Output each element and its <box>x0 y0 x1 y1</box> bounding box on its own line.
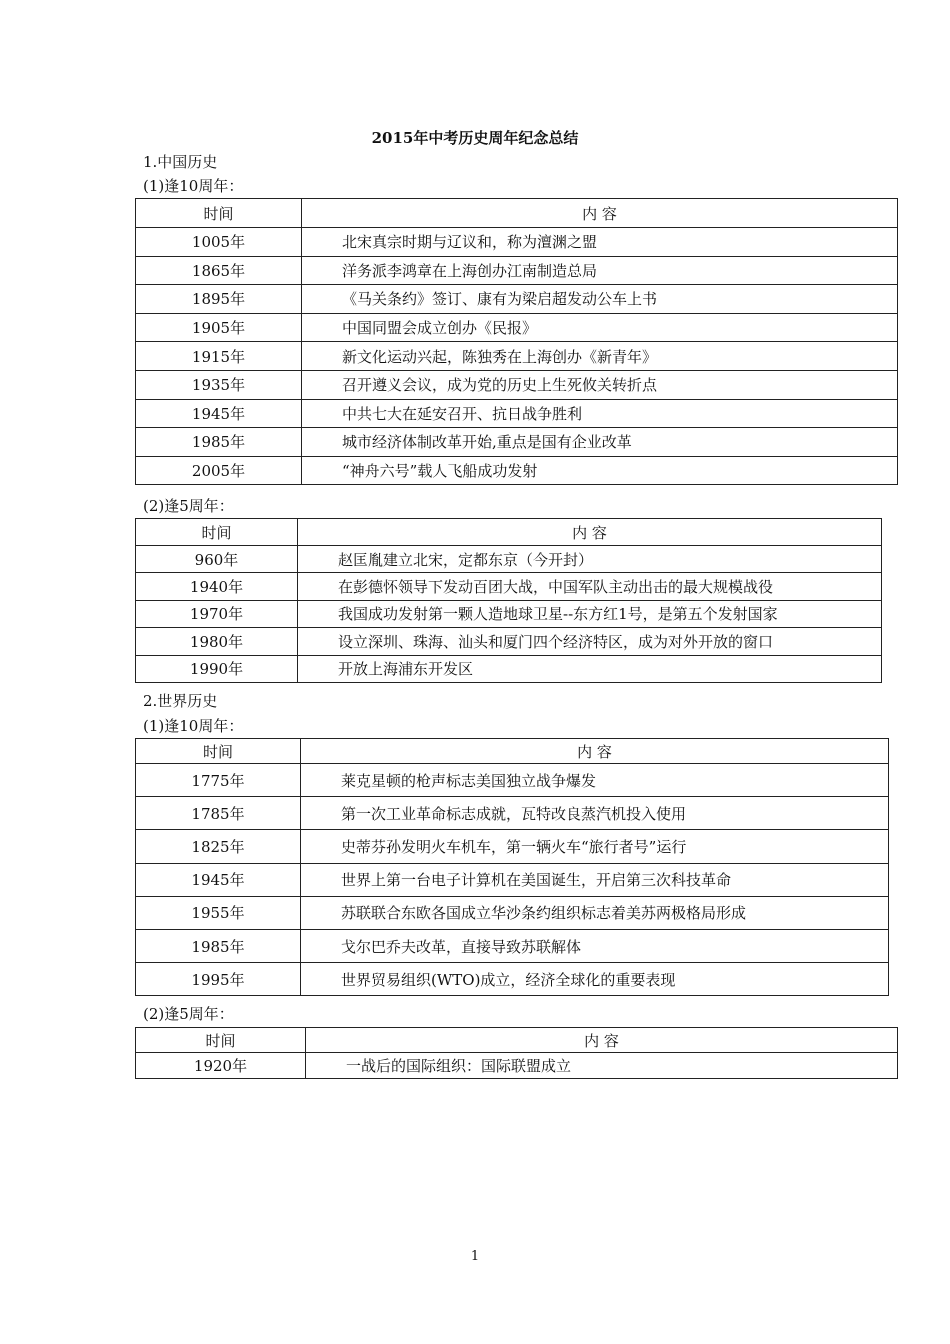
cell-content: 世界贸易组织(WTO)成立，经济全球化的重要表现 <box>301 963 889 996</box>
cell-year: 1995年 <box>136 963 301 996</box>
cell-year: 1775年 <box>136 764 301 797</box>
table-row <box>136 628 882 655</box>
cell-content: 召开遵义会议，成为党的历史上生死攸关转折点 <box>302 370 898 399</box>
cell-year: 960年 <box>136 546 298 573</box>
cell-content: 第一次工业革命标志成就，瓦特改良蒸汽机投入使用 <box>301 797 889 830</box>
header-content: 内 容 <box>302 199 898 228</box>
table-row <box>136 370 898 399</box>
header-content: 内 容 <box>301 739 889 764</box>
table-row <box>136 1053 898 1079</box>
table-row <box>136 456 898 485</box>
cell-content: 苏联联合东欧各国成立华沙条约组织标志着美苏两极格局形成 <box>301 896 889 929</box>
cell-content: 《马关条约》签订、康有为梁启超发动公车上书 <box>302 285 898 314</box>
cell-year: 1940年 <box>136 573 298 600</box>
cell-content: “神舟六号”载人飞船成功发射 <box>302 456 898 485</box>
table-row <box>136 342 898 371</box>
cell-content: 设立深圳、珠海、汕头和厦门四个经济特区，成为对外开放的窗口 <box>298 628 882 655</box>
table-row <box>136 428 898 457</box>
subsection-label-world-10: (1)逢10周年： <box>143 717 244 735</box>
subsection-label-china-10: (1)逢10周年： <box>143 177 244 195</box>
cell-year: 1865年 <box>136 256 302 285</box>
cell-content: 戈尔巴乔夫改革，直接导致苏联解体 <box>301 929 889 962</box>
table-row <box>136 797 889 830</box>
cell-year: 1985年 <box>136 929 301 962</box>
cell-year: 1005年 <box>136 228 302 257</box>
cell-content: 中国同盟会成立创办《民报》 <box>302 313 898 342</box>
cell-content: 莱克星顿的枪声标志美国独立战争爆发 <box>301 764 889 797</box>
cell-content: 史蒂芬孙发明火车机车，第一辆火车“旅行者号”运行 <box>301 830 889 863</box>
table-world-5 <box>135 1027 898 1079</box>
cell-year: 1970年 <box>136 600 298 627</box>
table-china-5 <box>135 518 882 683</box>
cell-content: 中共七大在延安召开、抗日战争胜利 <box>302 399 898 428</box>
table-row <box>136 399 898 428</box>
table-world-10 <box>135 738 889 996</box>
header-time: 时间 <box>136 739 301 764</box>
header-time: 时间 <box>136 519 298 546</box>
section-heading-china: 1.中国历史 <box>143 153 218 171</box>
cell-content: 我国成功发射第一颗人造地球卫星--东方红1号，是第五个发射国家 <box>298 600 882 627</box>
cell-content: 一战后的国际组织：国际联盟成立 <box>306 1053 898 1079</box>
table-row <box>136 285 898 314</box>
cell-content: 城市经济体制改革开始,重点是国有企业改革 <box>302 428 898 457</box>
table-china-10 <box>135 198 898 485</box>
cell-content: 世界上第一台电子计算机在美国诞生，开启第三次科技革命 <box>301 863 889 896</box>
cell-content: 洋务派李鸿章在上海创办江南制造总局 <box>302 256 898 285</box>
cell-content: 北宋真宗时期与辽议和，称为澶渊之盟 <box>302 228 898 257</box>
cell-year: 1905年 <box>136 313 302 342</box>
subsection-label-world-5: (2)逢5周年： <box>143 1005 234 1023</box>
cell-year: 1915年 <box>136 342 302 371</box>
table-row <box>136 600 882 627</box>
table-row <box>136 896 889 929</box>
subsection-label-china-5: (2)逢5周年： <box>143 497 234 515</box>
table-row <box>136 546 882 573</box>
header-content: 内 容 <box>298 519 882 546</box>
cell-year: 1935年 <box>136 370 302 399</box>
table-row <box>136 655 882 682</box>
table-row <box>136 830 889 863</box>
cell-content: 开放上海浦东开发区 <box>298 655 882 682</box>
table-row <box>136 863 889 896</box>
cell-year: 1990年 <box>136 655 298 682</box>
table-row <box>136 256 898 285</box>
cell-content: 新文化运动兴起，陈独秀在上海创办《新青年》 <box>302 342 898 371</box>
table-row <box>136 313 898 342</box>
table-row <box>136 228 898 257</box>
cell-year: 1825年 <box>136 830 301 863</box>
page-number: 1 <box>470 1249 480 1264</box>
cell-year: 1895年 <box>136 285 302 314</box>
section-heading-world: 2.世界历史 <box>143 692 218 710</box>
cell-year: 1985年 <box>136 428 302 457</box>
document-title: 2015年中考历史周年纪念总结 <box>371 129 579 147</box>
header-time: 时间 <box>136 1028 306 1053</box>
table-row <box>136 764 889 797</box>
cell-year: 2005年 <box>136 456 302 485</box>
cell-year: 1955年 <box>136 896 301 929</box>
cell-year: 1945年 <box>136 399 302 428</box>
cell-year: 1785年 <box>136 797 301 830</box>
cell-content: 赵匡胤建立北宋，定都东京（今开封） <box>298 546 882 573</box>
cell-year: 1980年 <box>136 628 298 655</box>
table-row <box>136 929 889 962</box>
table-row <box>136 573 882 600</box>
table-row <box>136 963 889 996</box>
cell-year: 1945年 <box>136 863 301 896</box>
header-content: 内 容 <box>306 1028 898 1053</box>
cell-content: 在彭德怀领导下发动百团大战，中国军队主动出击的最大规模战役 <box>298 573 882 600</box>
header-time: 时间 <box>136 199 302 228</box>
cell-year: 1920年 <box>136 1053 306 1079</box>
